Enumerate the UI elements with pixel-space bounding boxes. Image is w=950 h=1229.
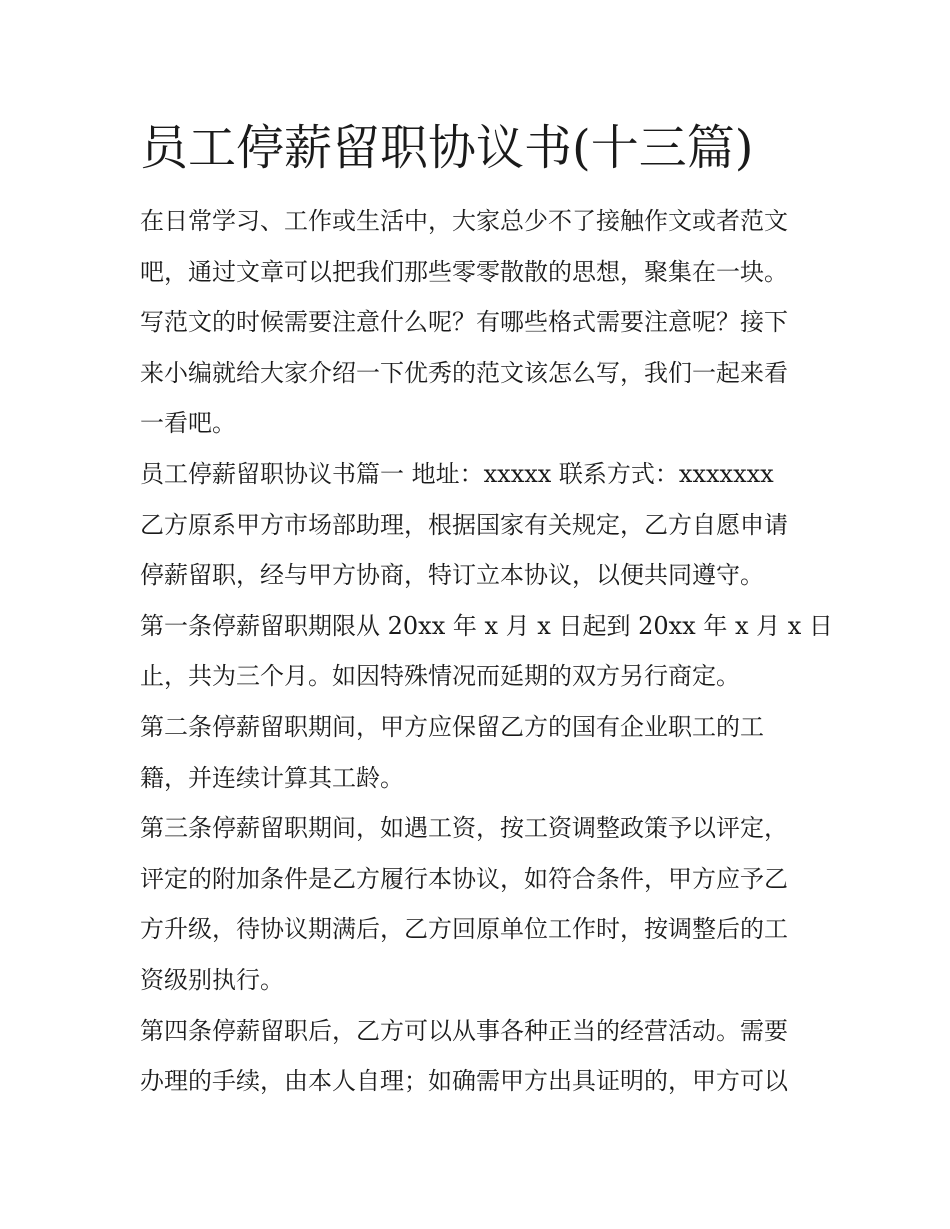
text-line: 吧，通过文章可以把我们那些零零散散的思想，聚集在一块。: [140, 257, 788, 286]
text-line: 停薪留职，经与甲方协商，特订立本协议，以便共同遵守。: [140, 561, 764, 590]
document-body: [140, 196, 833, 1107]
text-line: 乙方原系甲方市场部助理，根据国家有关规定，乙方自愿申请: [140, 510, 788, 539]
text-line: 评定的附加条件是乙方履行本协议，如符合条件，甲方应予乙: [140, 864, 788, 893]
article-3-line: 第三条停薪留职期间，如遇工资，按工资调整政策予以评定，: [140, 814, 788, 843]
article-1-line: 第一条停薪留职期限从 20xx 年 x 月 x 日起到 20xx 年 x 月 x 日: [140, 611, 833, 640]
text-line: 写范文的时候需要注意什么呢？有哪些格式需要注意呢？接下: [140, 308, 788, 337]
text-line: 一看吧。: [140, 409, 236, 438]
section-heading-line: 员工停薪留职协议书篇一 地址：xxxxx 联系方式：xxxxxxx: [140, 459, 774, 488]
article-2-line: 第二条停薪留职期间，甲方应保留乙方的国有企业职工的工: [140, 712, 764, 741]
text-line: 办理的手续，由本人自理；如确需甲方出具证明的，甲方可以: [140, 1067, 788, 1096]
text-line: 止，共为三个月。如因特殊情况而延期的双方另行商定。: [140, 662, 740, 691]
text-line: 资级别执行。: [140, 965, 284, 994]
text-line: 方升级，待协议期满后，乙方回原单位工作时，按调整后的工: [140, 915, 788, 944]
text-line: 来小编就给大家介绍一下优秀的范文该怎么写，我们一起来看: [140, 358, 788, 387]
text-line: 籍，并连续计算其工龄。: [140, 763, 404, 792]
article-4-line: 第四条停薪留职后，乙方可以从事各种正当的经营活动。需要: [140, 1016, 788, 1045]
text-line: 在日常学习、工作或生活中，大家总少不了接触作文或者范文: [140, 207, 788, 235]
document-title: 员工停薪留职协议书(十三篇): [140, 120, 754, 176]
